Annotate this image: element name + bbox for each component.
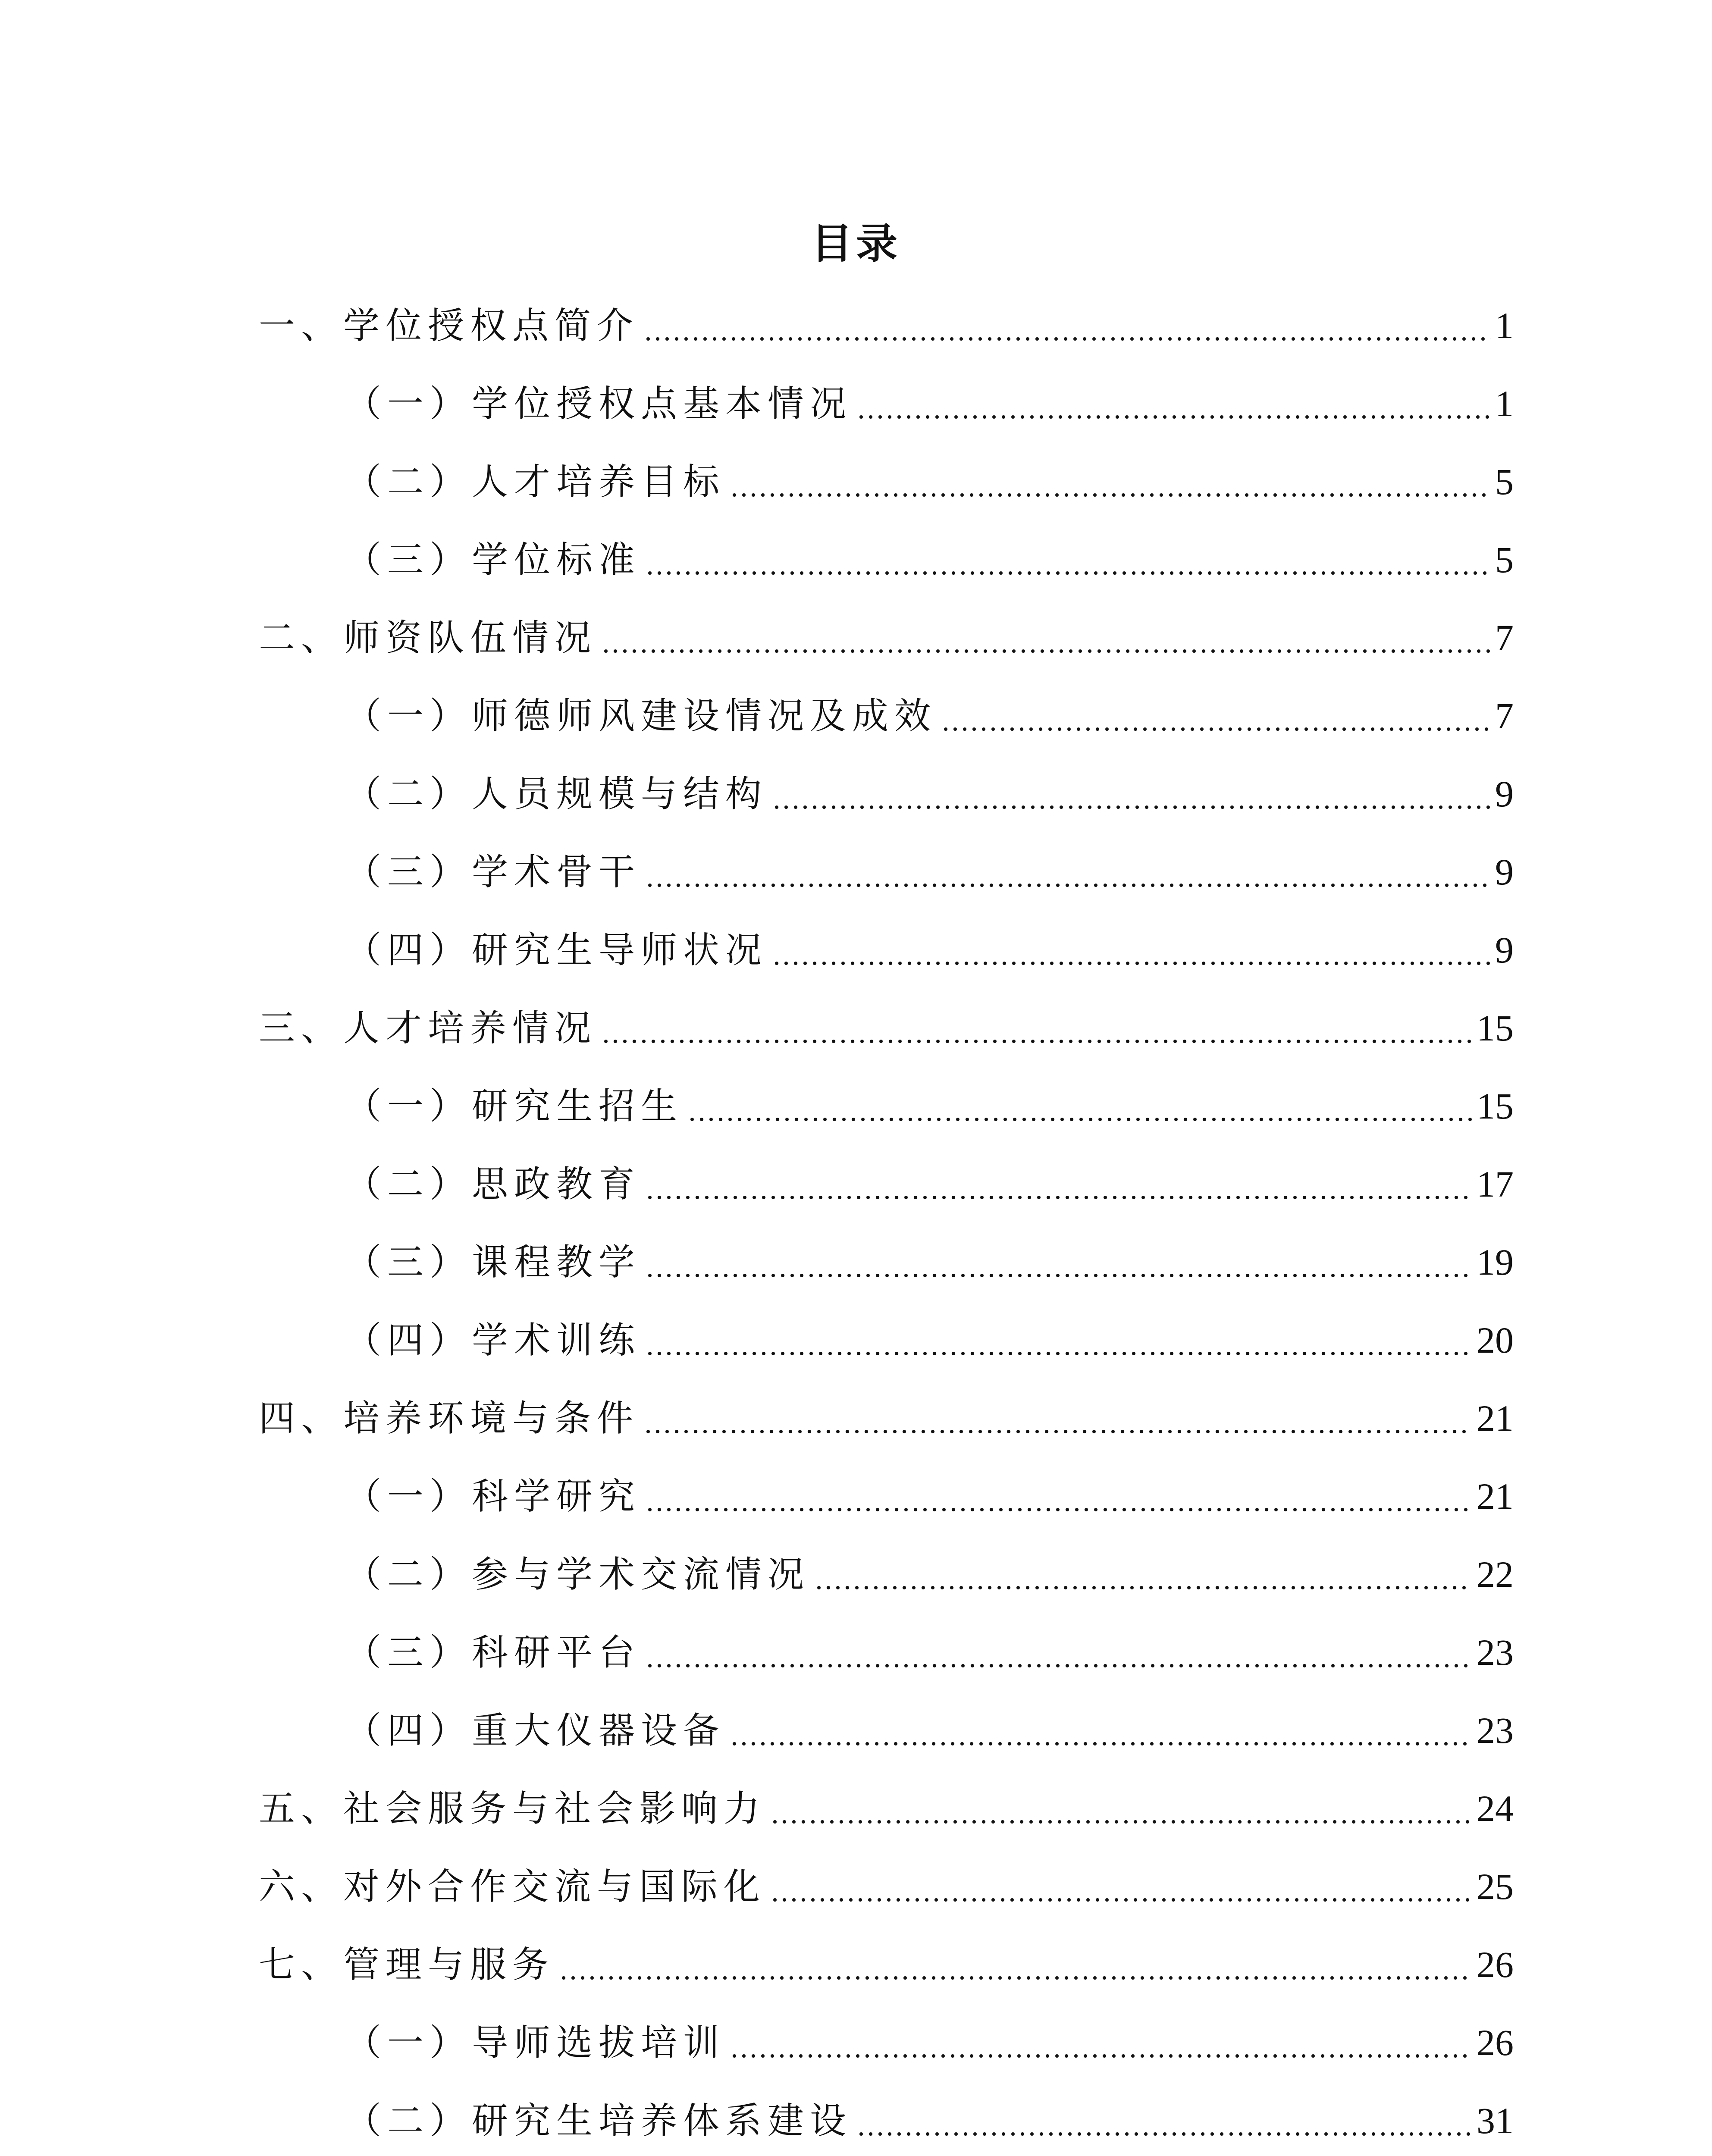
toc-entry-label: （二）人才培养目标: [345, 461, 726, 503]
toc-title: 目录: [811, 219, 901, 268]
dot-leader: [645, 1196, 1472, 1199]
dot-leader: [814, 1586, 1472, 1589]
toc-entry-page-number: 21: [1477, 1476, 1514, 1517]
toc-entry[interactable]: [345, 1546, 1514, 1602]
toc-entry-label: （三）学位标准: [345, 539, 641, 581]
toc-entry-page-number: 5: [1495, 539, 1514, 580]
toc-entry-page-number: 15: [1477, 1007, 1514, 1049]
dot-leader: [645, 1274, 1472, 1277]
dot-leader: [730, 493, 1491, 497]
toc-entry-page-number: 23: [1477, 1632, 1514, 1673]
dot-leader: [770, 1820, 1472, 1824]
toc-entry-label: （四）学术训练: [345, 1319, 641, 1361]
toc-entry-page-number: 15: [1477, 1085, 1514, 1127]
toc-entry[interactable]: [345, 1156, 1514, 1212]
dot-leader: [645, 884, 1491, 887]
toc-entry-label: （三）科研平台: [345, 1631, 641, 1673]
toc-entry-label: （二）研究生培养体系建设: [345, 2100, 853, 2142]
toc-entry[interactable]: [345, 532, 1514, 588]
toc-entry-page-number: 7: [1495, 617, 1514, 658]
toc-entry-label: （一）科学研究: [345, 1475, 641, 1517]
toc-entry-label: 六、对外合作交流与国际化: [259, 1865, 766, 1908]
toc-entry-page-number: 26: [1477, 2022, 1514, 2063]
toc-entry-page-number: 7: [1495, 695, 1514, 736]
toc-entry-page-number: 1: [1495, 383, 1514, 424]
toc-entry-page-number: 9: [1495, 851, 1514, 893]
toc-entry[interactable]: [345, 1468, 1514, 1524]
dot-leader: [645, 1352, 1472, 1355]
toc-entry-label: 五、社会服务与社会影响力: [259, 1787, 766, 1830]
toc-entry-label: 一、学位授权点简介: [259, 304, 640, 347]
dot-leader: [687, 1118, 1472, 1121]
toc-entry-page-number: 17: [1477, 1163, 1514, 1205]
toc-entry[interactable]: [259, 1780, 1514, 1836]
dot-leader: [730, 1742, 1472, 1745]
toc-entry[interactable]: [345, 454, 1514, 510]
toc-entry[interactable]: [345, 1312, 1514, 1368]
toc-entry-page-number: 20: [1477, 1319, 1514, 1361]
toc-entry[interactable]: [259, 1390, 1514, 1446]
toc-entry[interactable]: [345, 1702, 1514, 1758]
dot-leader: [772, 805, 1491, 809]
toc-entry-page-number: 5: [1495, 461, 1514, 502]
toc-entry-label: （三）课程教学: [345, 1241, 641, 1283]
toc-entry-page-number: 26: [1477, 1944, 1514, 1985]
dot-leader: [601, 1040, 1472, 1043]
toc-entry-page-number: 1: [1495, 305, 1514, 346]
toc-entry-label: 二、师资队伍情况: [259, 617, 597, 659]
toc-entry[interactable]: [259, 610, 1514, 666]
dot-leader: [643, 337, 1491, 341]
dot-leader: [559, 1976, 1472, 1980]
toc-entry-label: （四）重大仪器设备: [345, 1709, 726, 1752]
toc-entry-label: （四）研究生导师状况: [345, 929, 768, 971]
toc-entry[interactable]: [259, 1000, 1514, 1056]
toc-entry[interactable]: [345, 844, 1514, 900]
toc-entry[interactable]: [345, 766, 1514, 822]
toc-entry-page-number: 9: [1495, 929, 1514, 971]
toc-entry-label: （一）学位授权点基本情况: [345, 382, 853, 425]
toc-entry-label: （一）导师选拔培训: [345, 2021, 726, 2064]
toc-entry[interactable]: [259, 298, 1514, 354]
dot-leader: [645, 1508, 1472, 1511]
toc-entry-label: （一）研究生招生: [345, 1085, 684, 1127]
dot-leader: [645, 571, 1491, 575]
dot-leader: [772, 962, 1491, 965]
toc-entry-page-number: 19: [1477, 1241, 1514, 1283]
dot-leader: [730, 2054, 1472, 2058]
toc-entry[interactable]: [345, 1234, 1514, 1290]
toc-entry-label: （二）参与学术交流情况: [345, 1553, 810, 1595]
toc-entry-label: （二）思政教育: [345, 1163, 641, 1205]
toc-entry-label: 三、人才培养情况: [259, 1007, 597, 1049]
toc-entry-page-number: 24: [1477, 1788, 1514, 1829]
toc-entry[interactable]: [259, 1858, 1514, 1915]
toc-entry-page-number: 25: [1477, 1866, 1514, 1907]
toc-entry-label: （一）师德师风建设情况及成效: [345, 695, 937, 737]
toc-entry-label: 七、管理与服务: [259, 1943, 555, 1986]
dot-leader: [770, 1898, 1472, 1902]
dot-leader: [601, 649, 1491, 653]
toc-entry-page-number: 22: [1477, 1554, 1514, 1595]
toc-entry-label: （二）人员规模与结构: [345, 773, 768, 815]
toc-entry[interactable]: [345, 2093, 1514, 2149]
toc-entry-page-number: 31: [1477, 2100, 1514, 2141]
toc-entry[interactable]: [345, 1078, 1514, 1134]
dot-leader: [643, 1430, 1472, 1433]
toc-entry[interactable]: [259, 1937, 1514, 1993]
toc-entry[interactable]: [345, 922, 1514, 978]
toc-entry-page-number: 9: [1495, 773, 1514, 815]
dot-leader: [645, 1664, 1472, 1667]
toc-entry[interactable]: [345, 1624, 1514, 1680]
toc-entry[interactable]: [345, 688, 1514, 744]
dot-leader: [941, 727, 1491, 731]
dot-leader: [856, 2132, 1472, 2136]
toc-entry-page-number: 23: [1477, 1710, 1514, 1751]
dot-leader: [856, 415, 1491, 419]
toc-entry-page-number: 21: [1477, 1398, 1514, 1439]
toc-entry-label: 四、培养环境与条件: [259, 1397, 640, 1439]
toc-entry[interactable]: [345, 376, 1514, 432]
toc-entry[interactable]: [345, 2015, 1514, 2071]
toc-entry-label: （三）学术骨干: [345, 851, 641, 893]
